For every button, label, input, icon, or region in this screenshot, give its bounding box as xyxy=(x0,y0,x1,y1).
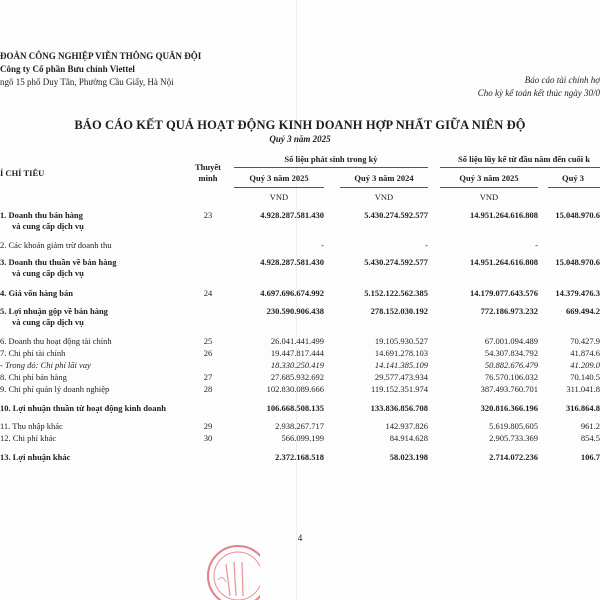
row-5-q3-2025: 230.590.906.438 xyxy=(266,306,324,316)
subheader-underline-1 xyxy=(234,187,324,188)
row-8-cum-2025: 76.570.106.032 xyxy=(484,372,538,382)
row-3-q3-2024: 5.430.274.592.577 xyxy=(364,257,428,267)
row-11-q3-2024: 142.937.826 xyxy=(385,421,428,431)
unit-label-2: VND xyxy=(374,192,394,202)
row-label-6: 6. Doanh thu hoạt động tài chính xyxy=(0,336,112,346)
row-note-11: 29 xyxy=(203,421,213,431)
row-10-q3-2025: 106.668.508.135 xyxy=(266,403,324,413)
row-6-cum-2024: 70.427.9 xyxy=(570,336,600,346)
row-note-9: 28 xyxy=(203,384,213,394)
column-header-q3-2024: Quý 3 năm 2024 xyxy=(354,173,414,183)
row-6-cum-2025: 67.001.094.489 xyxy=(484,336,538,346)
row-12-cum-2025: 2.905.733.369 xyxy=(489,433,538,443)
row-5-cum-2024: 669.494.2 xyxy=(566,306,600,316)
column-header-cumulative-2025: Quý 3 năm 2025 xyxy=(459,173,519,183)
parent-company-name: ĐOÀN CÔNG NGHIỆP VIỄN THÔNG QUÂN ĐỘI xyxy=(0,51,202,61)
row-8-q3-2024: 29.577.473.934 xyxy=(374,372,428,382)
row-1-cum-2025: 14.951.264.616.808 xyxy=(470,210,538,220)
column-header-note-line2: minh xyxy=(198,173,218,183)
row-label-11: 11. Thu nhập khác xyxy=(0,421,63,431)
row-10-cum-2024: 316.864.8 xyxy=(566,403,600,413)
row-13-cum-2025: 2.714.072.236 xyxy=(489,452,538,462)
row-8-cum-2024: 70.140.5 xyxy=(570,372,600,382)
row-7a-q3-2025: 18.330.250.419 xyxy=(270,360,324,370)
row-2-q3-2025: - xyxy=(321,240,324,250)
company-seal-stamp xyxy=(196,536,260,600)
unit-label-3: VND xyxy=(479,192,499,202)
row-label-10: 10. Lợi nhuận thuần từ hoạt động kinh doanh xyxy=(0,403,166,413)
row-11-q3-2025: 2.938.267.717 xyxy=(275,421,324,431)
row-3-q3-2025: 4.928.287.581.430 xyxy=(260,257,324,267)
row-label-8: 8. Chi phí bán hàng xyxy=(0,372,67,382)
subheader-underline-4 xyxy=(548,187,600,188)
row-3-cum-2025: 14.951.264.616.808 xyxy=(470,257,538,267)
row-10-q3-2024: 133.836.856.708 xyxy=(370,403,428,413)
row-13-q3-2025: 2.372.168.518 xyxy=(275,452,324,462)
row-label-3-cont: và cung cấp dịch vụ xyxy=(12,268,84,278)
row-5-cum-2025: 772.186.973.232 xyxy=(480,306,538,316)
row-label-4: 4. Giá vốn hàng bán xyxy=(0,288,73,298)
row-label-9: 9. Chi phí quản lý doanh nghiệp xyxy=(0,384,110,394)
row-12-cum-2024: 854.5 xyxy=(580,433,600,443)
row-label-1-cont: và cung cấp dịch vụ xyxy=(12,221,84,231)
row-7-cum-2025: 54.307.834.792 xyxy=(484,348,538,358)
row-7a-cum-2025: 50.882.676.479 xyxy=(484,360,538,370)
row-13-q3-2024: 58.023.198 xyxy=(389,452,428,462)
row-12-q3-2025: 566.099.199 xyxy=(281,433,324,443)
row-10-cum-2025: 320.816.366.196 xyxy=(480,403,538,413)
row-6-q3-2025: 26.041.441.499 xyxy=(270,336,324,346)
report-period: Quý 3 năm 2025 xyxy=(269,134,331,144)
row-note-8: 27 xyxy=(203,372,213,382)
report-type-label: Báo cáo tài chính hợ xyxy=(524,75,600,85)
subheader-underline-2 xyxy=(340,187,428,188)
page-number: 4 xyxy=(297,533,303,543)
row-9-cum-2024: 311.041.8 xyxy=(566,384,600,394)
row-2-cum-2025: - xyxy=(535,240,538,250)
row-label-7a: - Trong đó: Chi phí lãi vay xyxy=(0,360,91,370)
row-note-7: 26 xyxy=(203,348,213,358)
row-7a-cum-2024: 41.209.0 xyxy=(570,360,600,370)
row-9-cum-2025: 387.493.760.701 xyxy=(480,384,538,394)
page-fold-line xyxy=(296,0,297,600)
report-title: BÁO CÁO KẾT QUẢ HOẠT ĐỘNG KINH DOANH HỢP NHẤT GIỮA NIÊN ĐỘ xyxy=(74,118,526,132)
row-6-q3-2024: 19.105.930.527 xyxy=(374,336,428,346)
row-12-q3-2024: 84.914.628 xyxy=(389,433,428,443)
row-label-2: 2. Các khoản giảm trừ doanh thu xyxy=(0,240,112,250)
row-note-12: 30 xyxy=(203,433,213,443)
row-label-1: 1. Doanh thu bán hàng xyxy=(0,210,83,220)
column-group-period: Số liệu phát sinh trong kỳ xyxy=(284,154,378,164)
group-underline-period xyxy=(234,167,428,168)
row-5-q3-2024: 278.152.030.192 xyxy=(370,306,428,316)
row-9-q3-2024: 119.152.351.974 xyxy=(370,384,428,394)
row-7-cum-2024: 41.874.6 xyxy=(570,348,600,358)
row-label-7: 7. Chi phí tài chính xyxy=(0,348,66,358)
row-1-cum-2024: 15.048.970.6 xyxy=(555,210,600,220)
row-label-5-cont: và cung cấp dịch vụ xyxy=(12,317,84,327)
row-1-q3-2024: 5.430.274.592.577 xyxy=(364,210,428,220)
row-3-cum-2024: 15.048.970.6 xyxy=(555,257,600,267)
column-header-indicator: Ỉ CHỈ TIÊU xyxy=(0,168,45,178)
row-7-q3-2025: 19.447.817.444 xyxy=(270,348,324,358)
row-note-4: 24 xyxy=(203,288,213,298)
row-9-q3-2025: 102.830.089.666 xyxy=(266,384,324,394)
accounting-period-label: Cho kỳ kế toán kết thúc ngày 30/0 xyxy=(477,88,600,98)
row-label-12: 12. Chi phí khác xyxy=(0,433,57,443)
column-header-note-line1: Thuyết xyxy=(195,162,221,172)
subheader-underline-3 xyxy=(440,187,538,188)
row-2-q3-2024: - xyxy=(425,240,428,250)
row-4-q3-2024: 5.152.122.562.385 xyxy=(364,288,428,298)
column-header-q3-2025: Quý 3 năm 2025 xyxy=(249,173,309,183)
row-11-cum-2025: 5.619.805.605 xyxy=(489,421,538,431)
row-4-cum-2024: 14.379.476.3 xyxy=(555,288,600,298)
row-4-cum-2025: 14.179.077.643.576 xyxy=(470,288,538,298)
row-13-cum-2024: 106.7 xyxy=(580,452,600,462)
row-7-q3-2024: 14.691.278.103 xyxy=(374,348,428,358)
column-header-cumulative-2024: Quý 3 xyxy=(562,173,584,183)
company-address: ngõ 15 phố Duy Tân, Phường Cầu Giấy, Hà Nội xyxy=(0,77,174,87)
row-note-1: 23 xyxy=(203,210,213,220)
row-8-q3-2025: 27.685.932.692 xyxy=(270,372,324,382)
row-4-q3-2025: 4.697.696.674.992 xyxy=(260,288,324,298)
row-note-6: 25 xyxy=(203,336,213,346)
column-group-cumulative: Số liệu lũy kế từ đầu năm đến cuối k xyxy=(458,154,590,164)
group-underline-cumulative xyxy=(440,167,600,168)
row-1-q3-2025: 4.928.287.581.430 xyxy=(260,210,324,220)
row-7a-q3-2024: 14.141.385.109 xyxy=(374,360,428,370)
unit-label-1: VND xyxy=(269,192,289,202)
row-label-3: 3. Doanh thu thuần về bán hàng xyxy=(0,257,117,267)
company-name: Công ty Cổ phần Bưu chính Viettel xyxy=(0,64,135,74)
row-11-cum-2024: 961.2 xyxy=(580,421,600,431)
row-label-5: 5. Lợi nhuận gộp về bán hàng xyxy=(0,306,108,316)
row-label-13: 13. Lợi nhuận khác xyxy=(0,452,71,462)
